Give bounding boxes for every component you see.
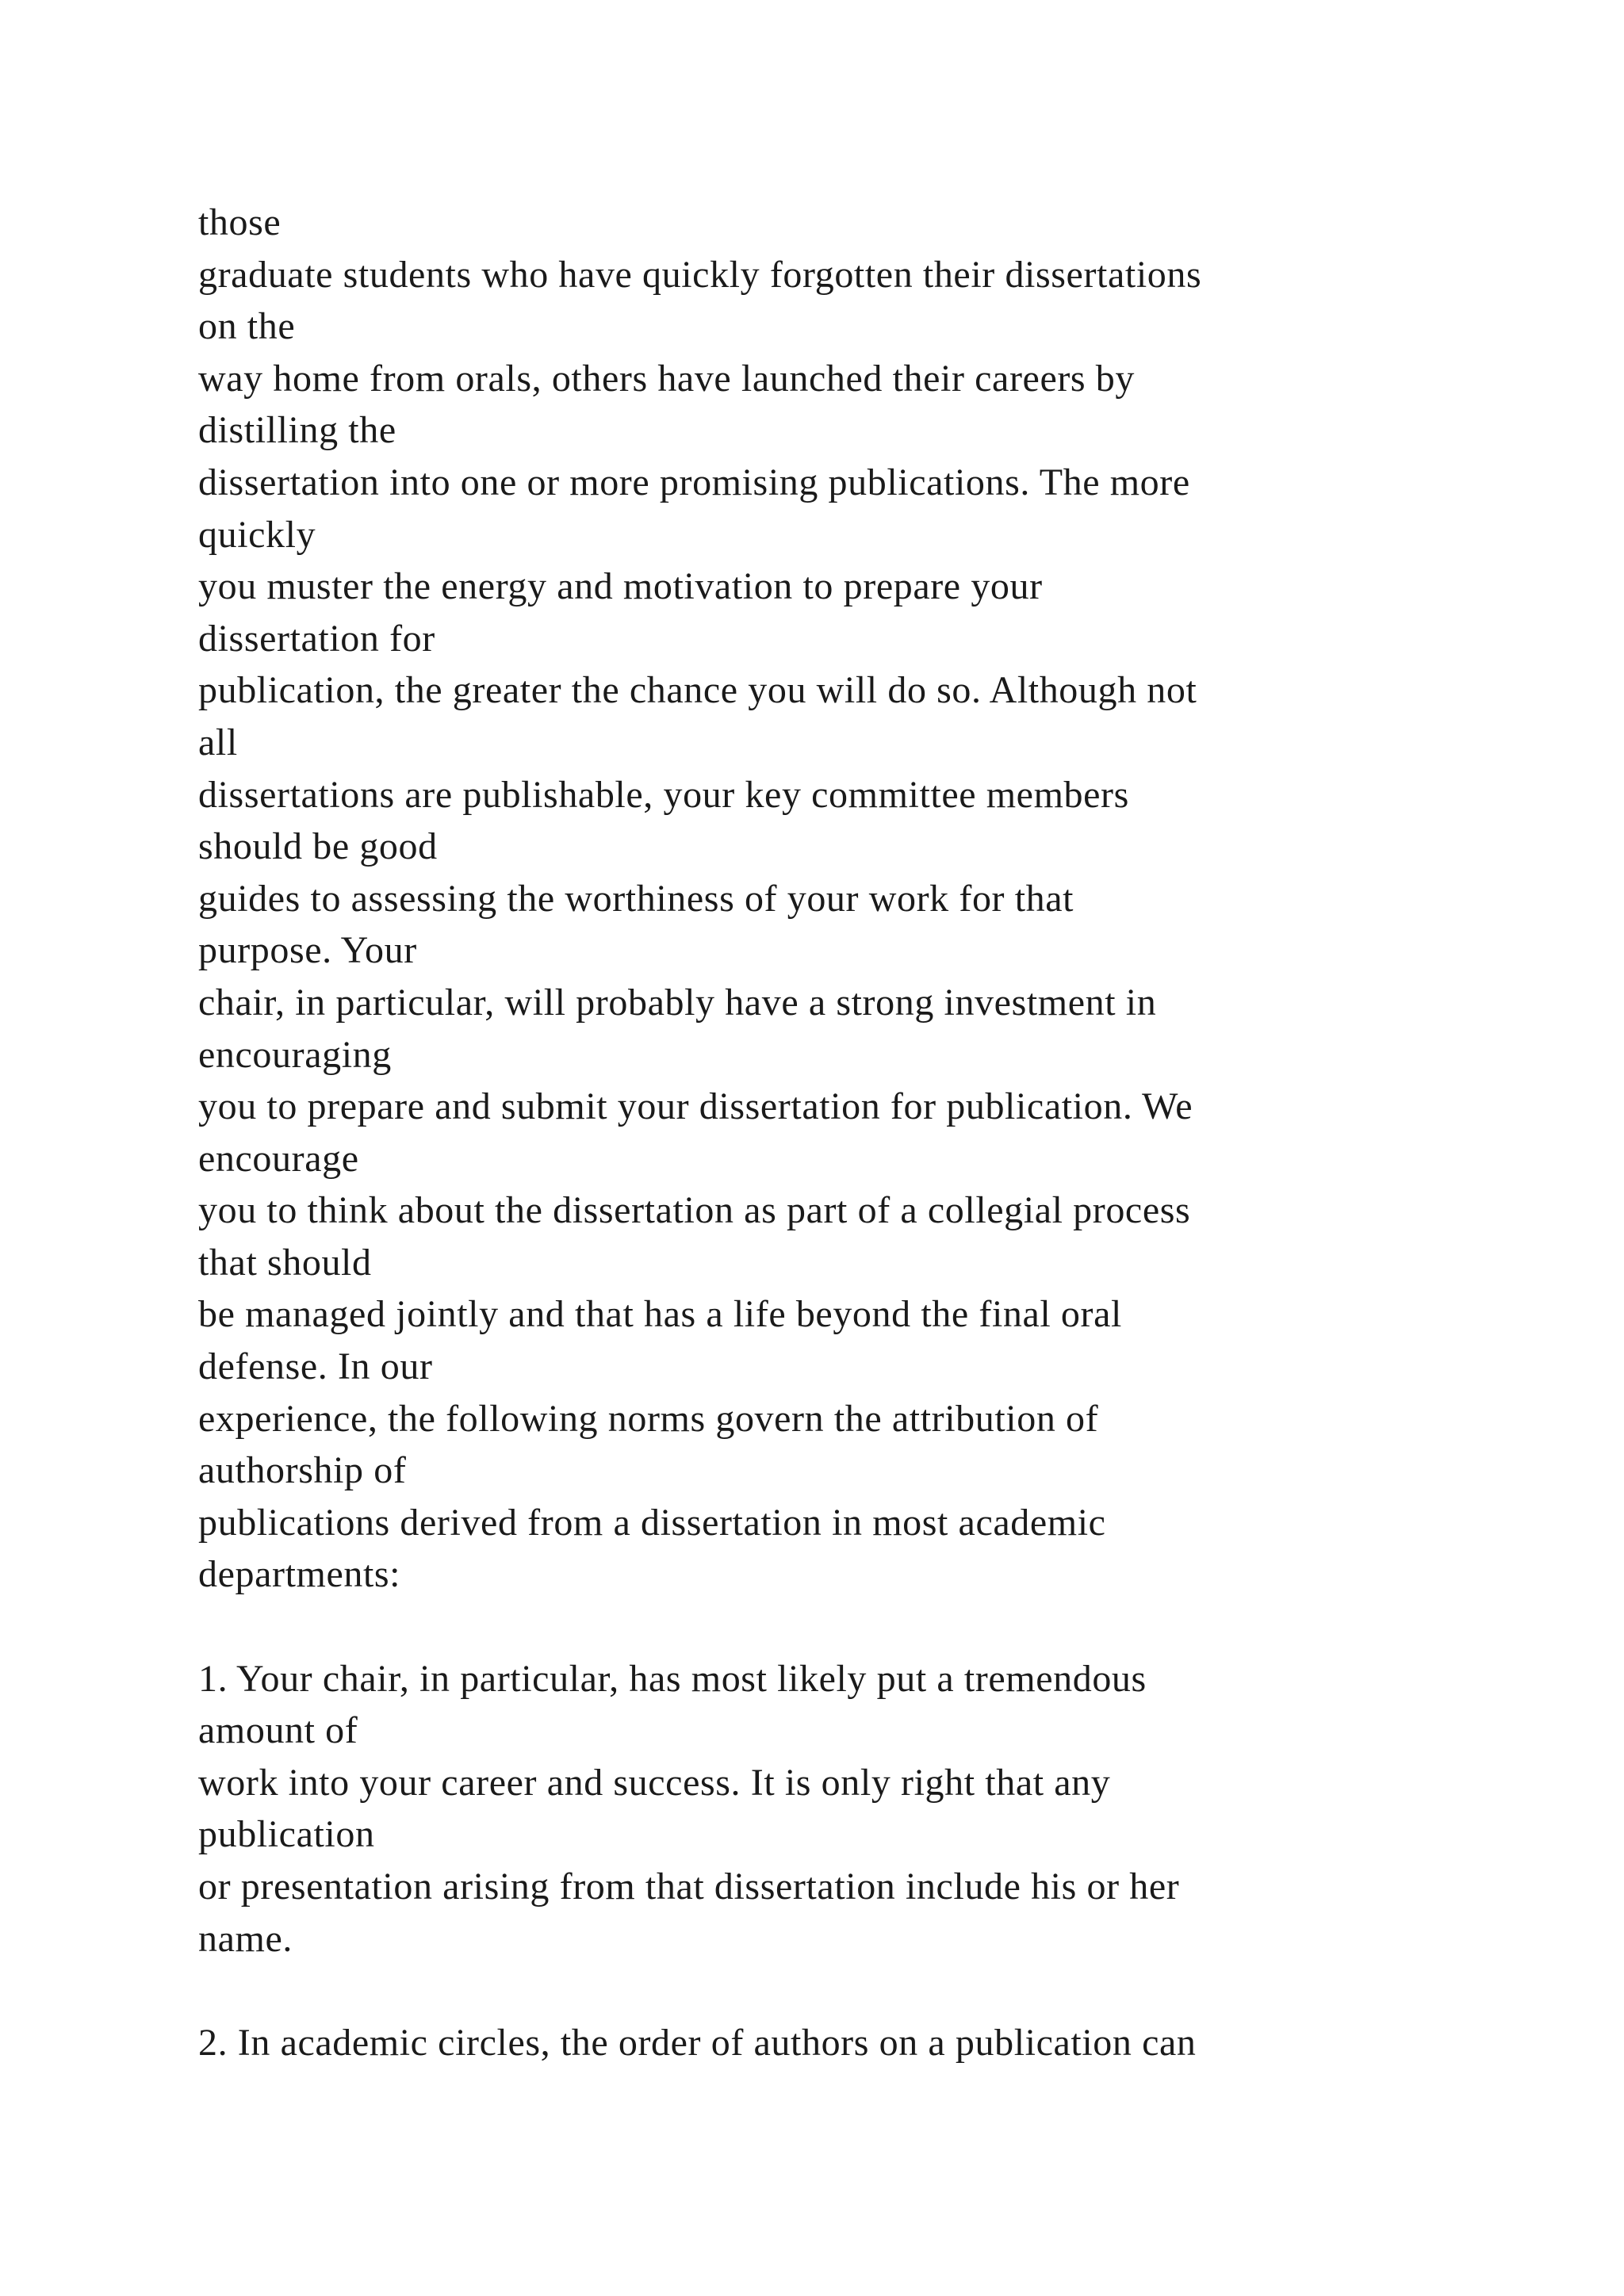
list-item-1-line: publication [198,1813,375,1856]
list-item-2-line: 2. In academic circles, the order of authors on a publication can [198,2021,1197,2064]
list-item-1-line: work into your career and success. It is only right that any [198,1761,1111,1804]
text-line: encouraging [198,1033,392,1076]
text-line: way home from orals, others have launched their careers by [198,357,1136,400]
paragraph-gap [198,1965,1594,2017]
text-line: graduate students who have quickly forgotten their dissertations [198,253,1202,296]
text-line: you to prepare and submit your dissertation for publication. We [198,1085,1193,1128]
list-item-1-line: 1. Your chair, in particular, has most likely put a tremendous [198,1657,1147,1700]
list-item-1-line: or presentation arising from that dissertation include his or her [198,1866,1180,1908]
text-line: departments: [198,1553,401,1596]
text-line: publications derived from a dissertation in most academic [198,1501,1106,1544]
text-line: that should [198,1241,372,1284]
text-line: chair, in particular, will probably have a strong investment in [198,981,1157,1024]
text-line: purpose. Your [198,929,417,972]
text-line: experience, the following norms govern the attribution of [198,1397,1099,1440]
body-text [198,197,1594,2068]
text-line: publication, the greater the chance you will do so. Although not [198,669,1197,712]
text-line: dissertation into one or more promising publications. The more [198,461,1190,503]
paragraph-gap [198,1601,1594,1653]
text-line: encourage [198,1137,359,1180]
text-line: be managed jointly and that has a life beyond the final oral [198,1293,1122,1336]
text-line: you to think about the dissertation as part of a collegial process [198,1189,1191,1232]
text-line: dissertations are publishable, your key committee members [198,773,1129,816]
text-line: distilling the [198,409,396,452]
text-line: defense. In our [198,1345,433,1388]
text-line: on the [198,305,296,348]
text-line: authorship of [198,1449,407,1492]
text-line: those [198,201,282,243]
text-line: guides to assessing the worthiness of your work for that [198,877,1074,920]
text-line: all [198,721,238,763]
text-line: should be good [198,825,438,868]
text-line: quickly [198,513,316,556]
text-line: you muster the energy and motivation to prepare your [198,565,1043,608]
text-line: dissertation for [198,617,435,660]
list-item-1-line: amount of [198,1709,358,1752]
list-item-1-line: name. [198,1917,293,1960]
